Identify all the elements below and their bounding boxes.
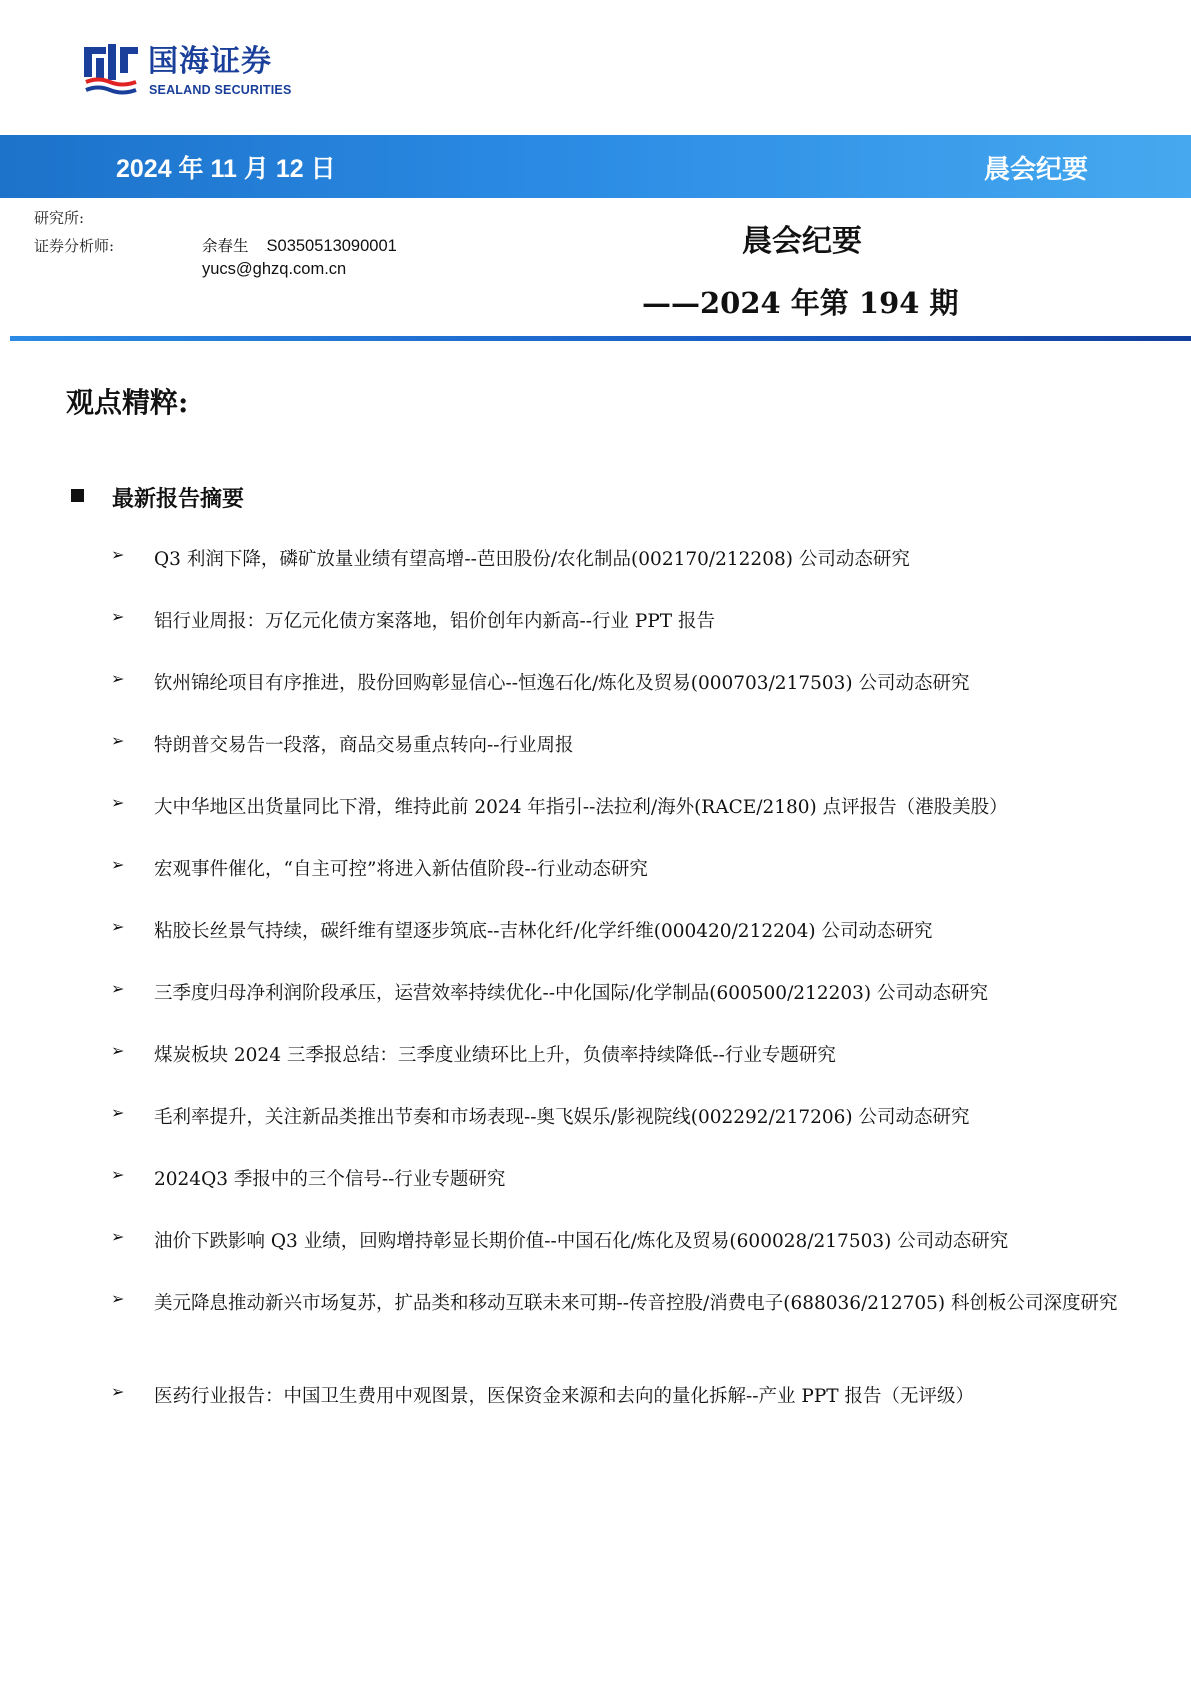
brand-name-cn: 国海证券	[148, 44, 272, 79]
report-date: 2024 年 11 月 12 日	[116, 155, 336, 183]
arrow-bullet-icon: ➢	[111, 1041, 125, 1060]
brand-logo	[84, 44, 324, 100]
arrow-bullet-icon: ➢	[111, 607, 125, 626]
arrow-bullet-icon: ➢	[111, 1382, 125, 1401]
arrow-bullet-icon: ➢	[111, 917, 125, 936]
arrow-bullet-icon: ➢	[111, 793, 125, 812]
arrow-bullet-icon: ➢	[111, 1103, 125, 1122]
header-divider	[10, 336, 1191, 341]
analyst-name: 余春生	[202, 237, 249, 255]
brand-name-en: SEALAND SECURITIES	[149, 83, 292, 97]
header-band	[0, 135, 1191, 198]
arrow-bullet-icon: ➢	[111, 1227, 125, 1246]
arrow-bullet-icon: ➢	[111, 1289, 125, 1308]
analyst-license: S0350513090001	[266, 237, 397, 255]
arrow-bullet-icon: ➢	[111, 669, 125, 688]
report-category: 晨会纪要	[983, 155, 1088, 185]
document-issue: ——2024 年第 194 期	[642, 286, 959, 320]
analyst-email[interactable]: yucs@ghzq.com.cn	[202, 260, 347, 278]
arrow-bullet-icon: ➢	[111, 855, 125, 874]
arrow-bullet-icon: ➢	[111, 979, 125, 998]
sealand-logo-icon	[84, 44, 138, 98]
arrow-bullet-icon: ➢	[111, 731, 125, 750]
square-bullet-icon	[71, 489, 84, 502]
section-heading: 观点精粹:	[66, 386, 189, 419]
report-summary-section	[71, 482, 244, 513]
analyst-label: 证券分析师:	[34, 237, 115, 255]
document-title: 晨会纪要	[742, 224, 862, 259]
institute-label: 研究所:	[34, 209, 85, 227]
arrow-bullet-icon: ➢	[111, 1165, 125, 1184]
arrow-bullet-icon: ➢	[111, 545, 125, 564]
section-title: 最新报告摘要	[112, 486, 245, 512]
